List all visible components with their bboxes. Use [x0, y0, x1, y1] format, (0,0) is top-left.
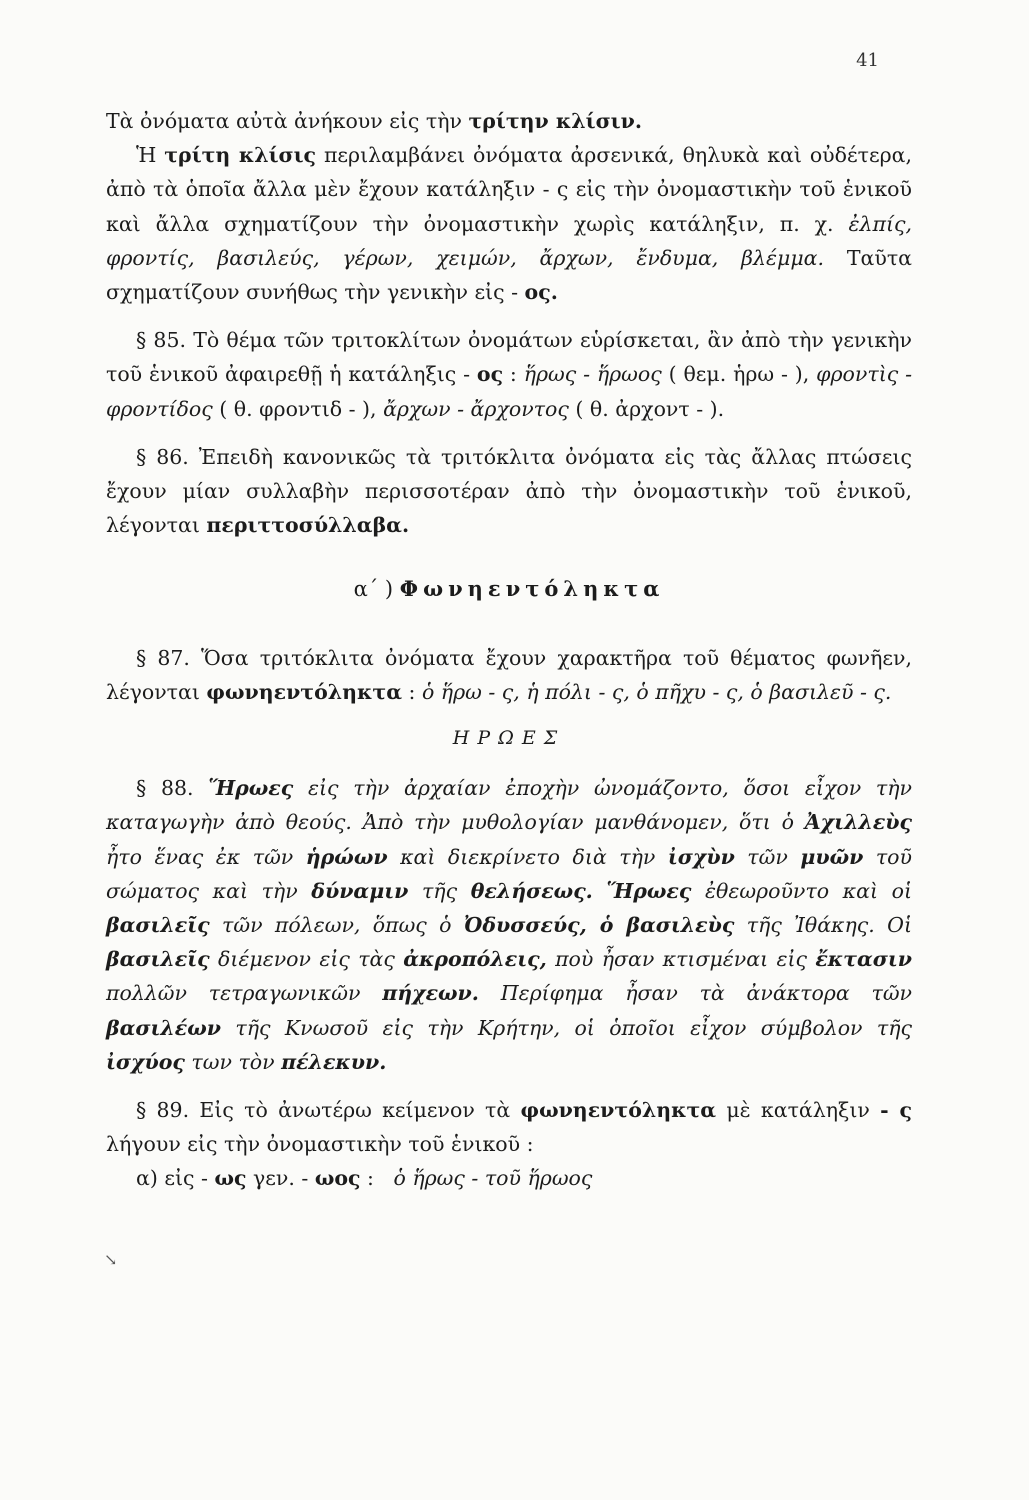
page-number: 41: [856, 50, 879, 71]
section-heading: α΄ ) Φωνηεντόληκτα: [353, 576, 665, 602]
paragraph-86: § 86. Ἐπειδὴ κανονικῶς τὰ τριτόκλιτα ὀνόματα εἰς τὰς ἄλλας πτώσεις ἔχουν μίαν συλλαβὴν περισσοτέραν ἀπὸ τὴν ὀνομαστικὴν τοῦ ἑνικοῦ, λέγονται περιττοσύλλαβα.: [106, 444, 912, 538]
subheading-heroes: ΗΡΩΕΣ: [452, 727, 566, 750]
list-item-a: α) εἰς - ως γεν. - ωος : ὁ ἥρως - τοῦ ἥρωος: [136, 1166, 593, 1191]
paragraph-89: § 89. Εἰς τὸ ἀνωτέρω κείμενον τὰ φωνηεντόληκτα μὲ κατάληξιν - ς λήγουν εἰς τὴν ὀνομαστικὴν τοῦ ἑνικοῦ :: [106, 1098, 913, 1157]
paragraph-87: § 87. Ὅσα τριτόκλιτα ὀνόματα ἔχουν χαρακτῆρα τοῦ θέματος φωνῆεν, λέγονται φωνηεντόληκτα : ὁ ἥρω - ς, ἡ πόλι - ς, ὁ πῆχυ - ς, ὁ βασιλεῦ - ς.: [106, 645, 912, 704]
margin-mark: ↘: [104, 1250, 118, 1269]
paragraph-85: § 85. Τὸ θέμα τῶν τριτοκλίτων ὀνομάτων εὑρίσκεται, ἂν ἀπὸ τὴν γενικὴν τοῦ ἑνικοῦ ἀφαιρεθῇ ἡ κατάληξις - ος : ἥρως - ἥρωος ( θεμ. ἡρω - ), φροντὶς - φροντίδος ( θ. φροντιδ - ), ἄρχων - ἄρχοντος ( θ. ἀρχοντ - ).: [106, 328, 913, 421]
paragraph-third-declension: Ἡ τρίτη κλίσις περιλαμβάνει ὀνόματα ἀρσενικά, θηλυκὰ καὶ οὐδέτερα, ἀπὸ τὰ ὁποῖα ἄλλα μὲν ἔχουν κατάληξιν - ς εἰς τὴν ὀνομαστικὴν τοῦ ἑνικοῦ καὶ ἄλλα σχηματίζουν τὴν ὀνομαστικὴν χωρὶς κατάληξιν, π. χ. ἐλπίς, φροντίς, βασιλεύς, γέρων, χειμών, ἄρχων, ἔνδυμα, βλέμμα. Ταῦτα σχηματίζουν συνήθως τὴν γενικὴν εἰς - ος.: [106, 143, 913, 305]
paragraph-1: Τὰ ὀνόματα αὐτὰ ἀνήκουν εἰς τὴν τρίτην κλίσιν.: [106, 109, 642, 133]
page-body: [106, 104, 912, 1196]
paragraph-88: § 88. Ἥρωες εἰς τὴν ἀρχαίαν ἐποχὴν ὠνομάζοντο, ὅσοι εἶχον τὴν καταγωγὴν ἀπὸ θεούς. Ἀπὸ τὴν μυθολογίαν μανθάνομεν, ὅτι ὁ Ἀχιλλεὺς ἦτο ἕνας ἐκ τῶν ἡρώων καὶ διεκρίνετο διὰ τὴν ἰσχὺν τῶν μυῶν τοῦ σώματος καὶ τὴν δύναμιν τῆς θελήσεως. Ἥρωες ἐθεωροῦντο καὶ οἱ βασιλεῖς τῶν πόλεων, ὅπως ὁ Ὀδυσσεύς, ὁ βασιλεὺς τῆς Ἰθάκης. Οἱ βασιλεῖς διέμενον εἰς τὰς ἀκροπόλεις, ποὺ ἦσαν κτισμέναι εἰς ἔκτασιν πολλῶν τετραγωνικῶν πήχεων. Περίφημα ἦσαν τὰ ἀνάκτορα τῶν βασιλέων τῆς Κνωσοῦ εἰς τὴν Κρήτην, οἱ ὁποῖοι εἶχον σύμβολον τῆς ἰσχύος των τὸν πέλεκυν.: [106, 776, 912, 1074]
